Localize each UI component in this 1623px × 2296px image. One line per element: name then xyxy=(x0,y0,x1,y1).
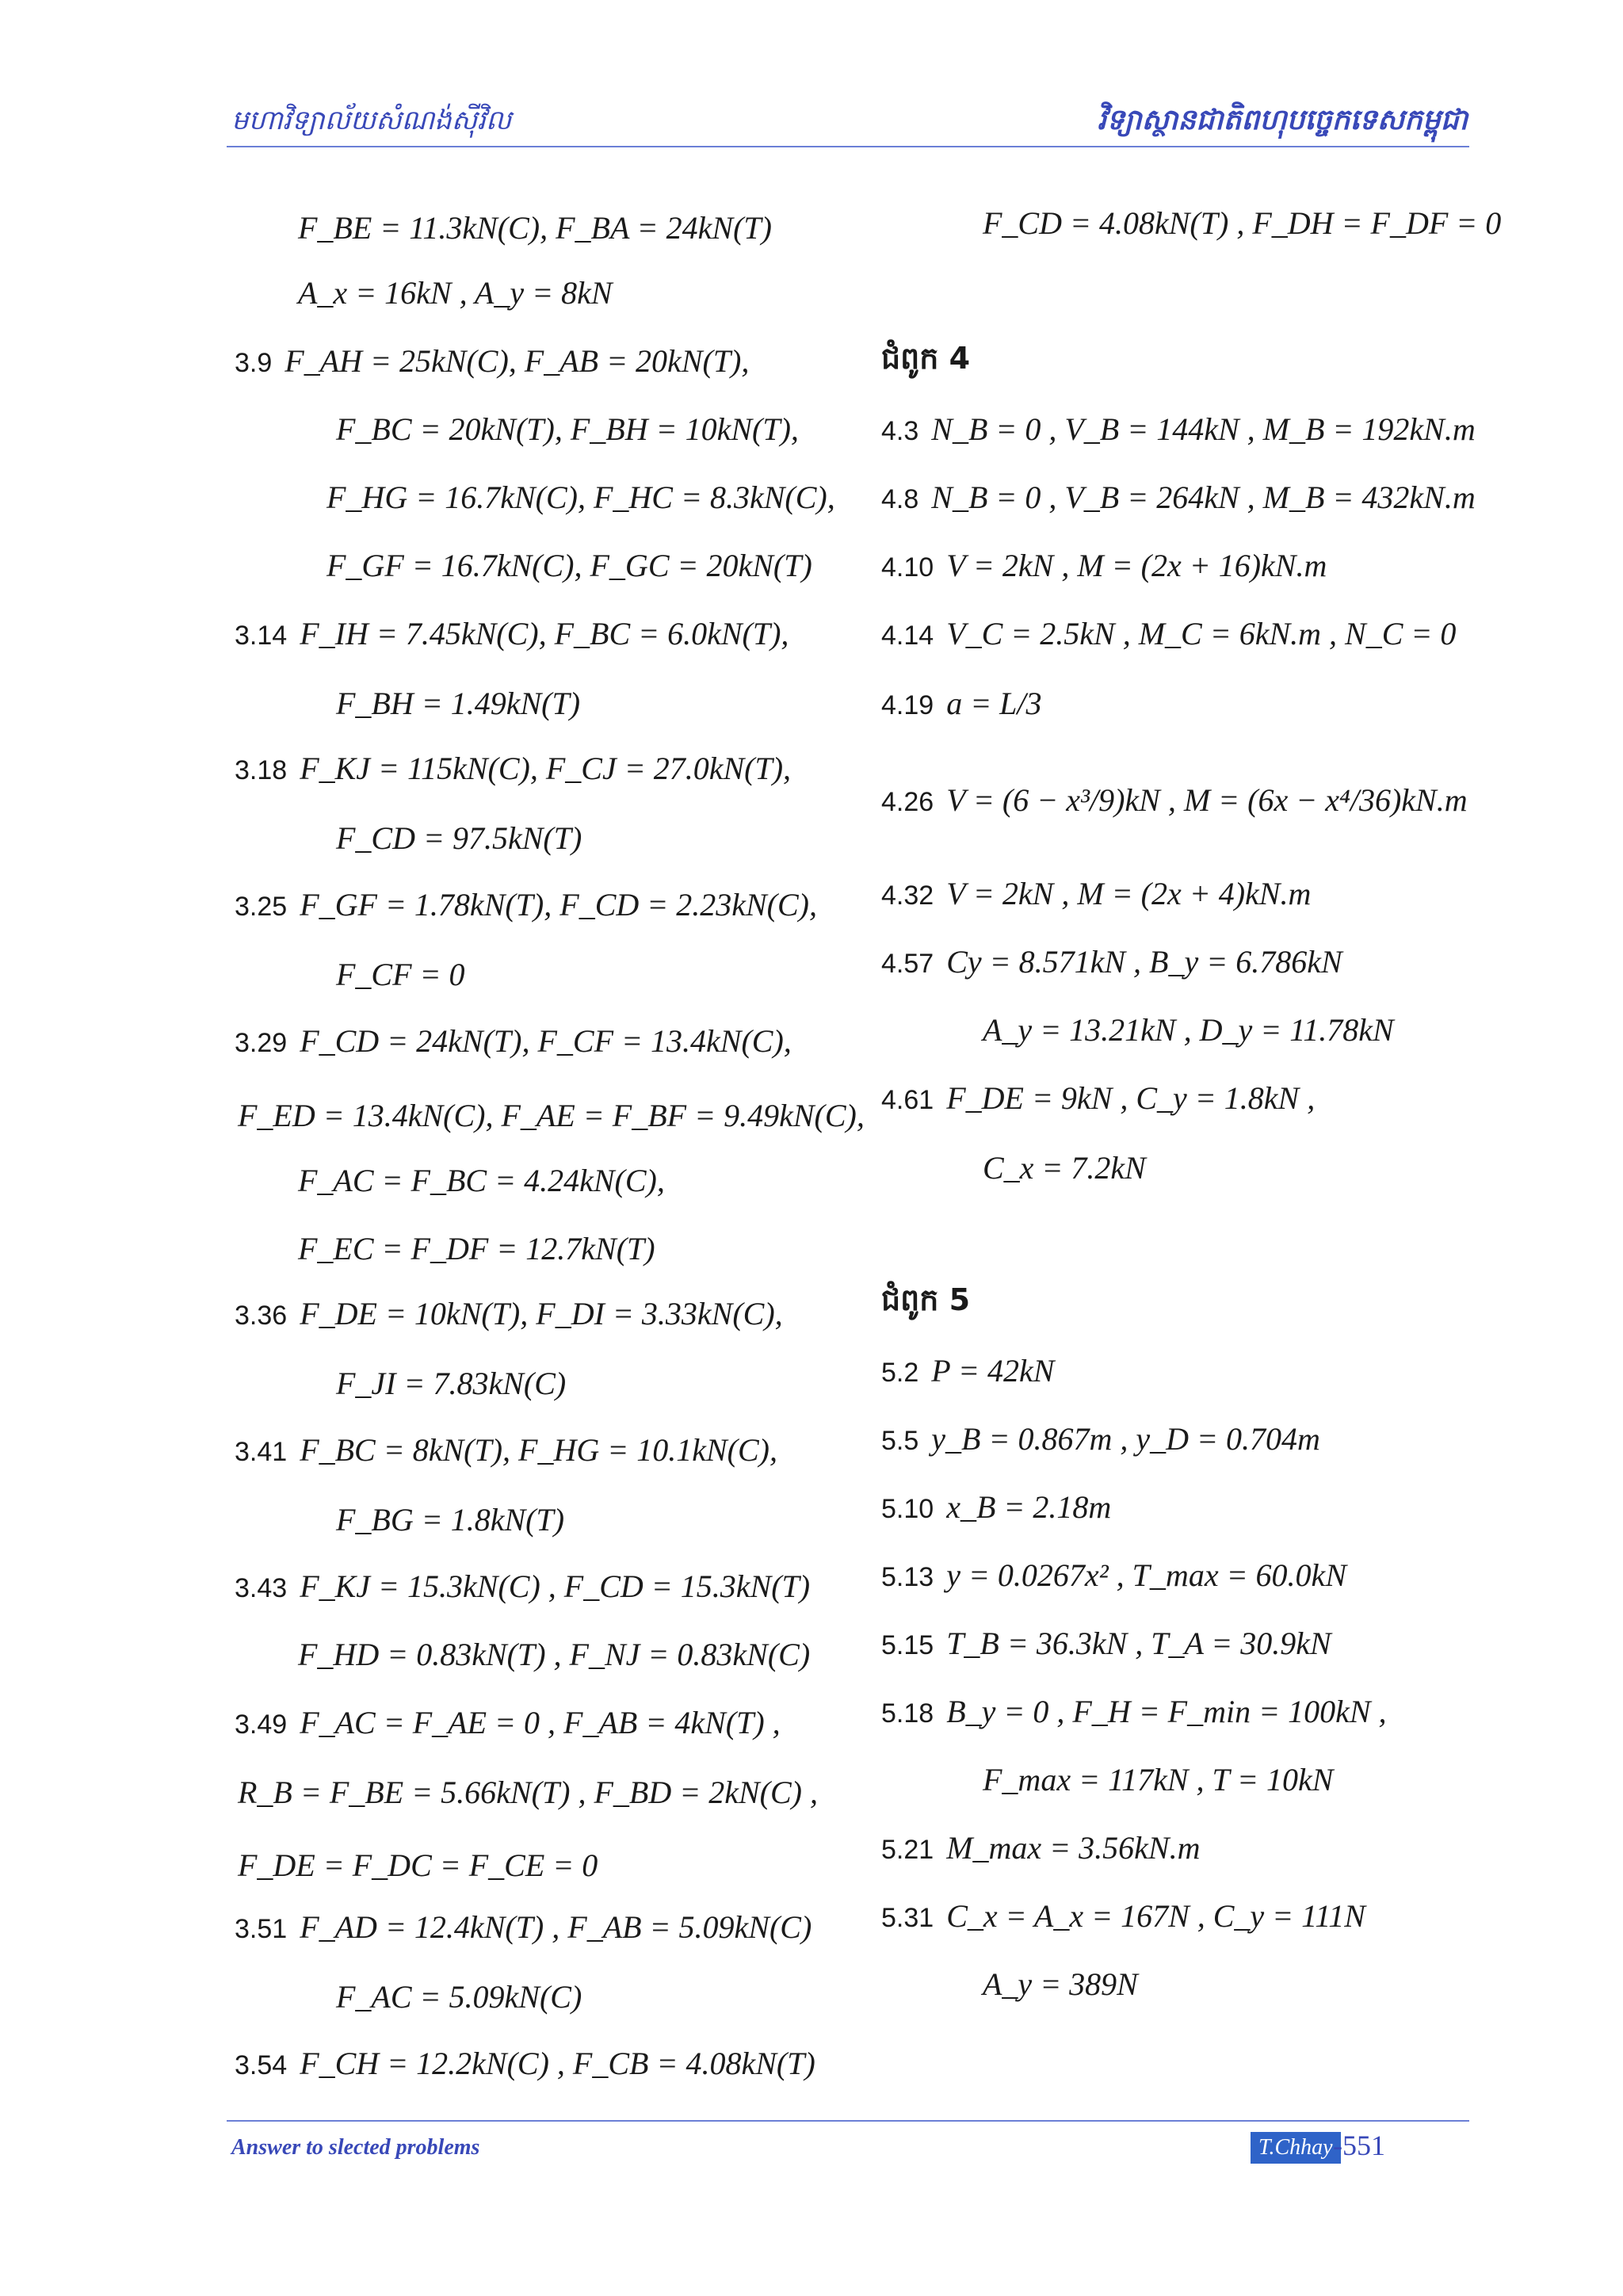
answer-line: R_B = F_BE = 5.66kN(T) , F_BD = 2kN(C) , xyxy=(238,1775,818,1810)
answer-line: 5.31 C_x = A_x = 167N , C_y = 111N xyxy=(881,1898,1365,1934)
answer-line: F_CD = 4.08kN(T) , F_DH = F_DF = 0 xyxy=(983,205,1502,241)
footer-title: Answer to slected problems xyxy=(231,2135,480,2160)
problem-number: 5.2 xyxy=(881,1358,919,1388)
answer-line: F_CF = 0 xyxy=(336,957,465,992)
answer-line: 3.41 F_BC = 8kN(T), F_HG = 10.1kN(C), xyxy=(235,1432,777,1468)
answer-line: F_AC = F_BC = 4.24kN(C), xyxy=(298,1163,665,1198)
answer-line: A_y = 13.21kN , D_y = 11.78kN xyxy=(983,1012,1394,1048)
answer-line: 3.9 F_AH = 25kN(C), F_AB = 20kN(T), xyxy=(235,343,750,379)
answer-line: F_BE = 11.3kN(C), F_BA = 24kN(T) xyxy=(298,210,772,246)
problem-number: 3.43 xyxy=(235,1573,288,1603)
problem-number: 5.18 xyxy=(881,1698,934,1729)
problem-number: 4.32 xyxy=(881,881,934,911)
answer-line: 4.61 F_DE = 9kN , C_y = 1.8kN , xyxy=(881,1080,1316,1116)
problem-number: 3.9 xyxy=(235,348,273,378)
answer-line: 4.10 V = 2kN , M = (2x + 16)kN.m xyxy=(881,548,1327,583)
answer-line: F_EC = F_DF = 12.7kN(T) xyxy=(298,1231,655,1266)
chapter-heading: ជំពូក 4 xyxy=(881,341,971,376)
problem-number: 4.26 xyxy=(881,787,934,817)
answer-line: 3.29 F_CD = 24kN(T), F_CF = 13.4kN(C), xyxy=(235,1023,792,1059)
header-rule xyxy=(227,146,1469,147)
answer-line: 3.51 F_AD = 12.4kN(T) , F_AB = 5.09kN(C) xyxy=(235,1909,812,1945)
answer-line: 3.18 F_KJ = 115kN(C), F_CJ = 27.0kN(T), xyxy=(235,751,792,786)
problem-number: 5.5 xyxy=(881,1426,919,1456)
header-left-text: មហាវិទ្យាល័យសំណង់ស៊ីវិល xyxy=(231,105,512,136)
problem-number: 4.8 xyxy=(881,484,919,514)
answer-line: 5.5 y_B = 0.867m , y_D = 0.704m xyxy=(881,1421,1320,1457)
answer-line: F_GF = 16.7kN(C), F_GC = 20kN(T) xyxy=(327,548,812,583)
problem-number: 4.57 xyxy=(881,949,934,979)
problem-number: 4.19 xyxy=(881,690,934,720)
problem-number: 3.51 xyxy=(235,1914,288,1944)
answer-line: F_CD = 97.5kN(T) xyxy=(336,820,582,856)
answer-line: 3.14 F_IH = 7.45kN(C), F_BC = 6.0kN(T), xyxy=(235,616,789,651)
answer-line: 4.32 V = 2kN , M = (2x + 4)kN.m xyxy=(881,876,1312,911)
problem-number: 5.21 xyxy=(881,1835,934,1865)
answer-line: 5.2 P = 42kN xyxy=(881,1353,1055,1389)
answer-line: F_BG = 1.8kN(T) xyxy=(336,1502,565,1538)
answer-line: 4.8 N_B = 0 , V_B = 264kN , M_B = 432kN.m xyxy=(881,479,1476,515)
answer-line: A_y = 389N xyxy=(983,1966,1138,2002)
header-right-text: វិទ្យាស្ថានជាតិពហុបច្ចេកទេសកម្ពុជា xyxy=(1097,104,1468,136)
problem-number: 4.3 xyxy=(881,416,919,446)
answer-line: 4.14 V_C = 2.5kN , M_C = 6kN.m , N_C = 0 xyxy=(881,616,1457,651)
answer-line: F_JI = 7.83kN(C) xyxy=(336,1366,567,1401)
answer-line: F_DE = F_DC = F_CE = 0 xyxy=(238,1847,598,1883)
problem-number: 5.15 xyxy=(881,1630,934,1660)
answer-line: 4.19 a = L/3 xyxy=(881,686,1042,721)
problem-number: 5.10 xyxy=(881,1494,934,1524)
answer-line: F_BC = 20kN(T), F_BH = 10kN(T), xyxy=(336,411,799,447)
problem-number: 3.41 xyxy=(235,1437,288,1467)
problem-number: 3.18 xyxy=(235,755,288,785)
answer-line: 5.21 M_max = 3.56kN.m xyxy=(881,1830,1201,1866)
problem-number: 5.31 xyxy=(881,1903,934,1933)
answer-line: F_ED = 13.4kN(C), F_AE = F_BF = 9.49kN(C), xyxy=(238,1098,865,1133)
answer-line: F_AC = 5.09kN(C) xyxy=(336,1979,582,2015)
answer-line: 5.13 y = 0.0267x² , T_max = 60.0kN xyxy=(881,1557,1346,1593)
problem-number: 3.29 xyxy=(235,1028,288,1058)
answer-line: 3.49 F_AC = F_AE = 0 , F_AB = 4kN(T) , xyxy=(235,1705,781,1740)
answer-line: F_HG = 16.7kN(C), F_HC = 8.3kN(C), xyxy=(327,479,835,515)
answer-line: A_x = 16kN , A_y = 8kN xyxy=(298,275,613,311)
author-badge: T.Chhay xyxy=(1251,2132,1341,2164)
problem-number: 4.14 xyxy=(881,621,934,651)
footer-rule xyxy=(227,2120,1469,2122)
answer-line: 4.57 Cy = 8.571kN , B_y = 6.786kN xyxy=(881,944,1342,980)
answer-line: 5.10 x_B = 2.18m xyxy=(881,1489,1112,1525)
answer-line: 5.15 T_B = 36.3kN , T_A = 30.9kN xyxy=(881,1626,1331,1661)
problem-number: 5.13 xyxy=(881,1562,934,1592)
problem-number: 3.25 xyxy=(235,892,288,922)
problem-number: 3.36 xyxy=(235,1301,288,1331)
answer-line: 3.54 F_CH = 12.2kN(C) , F_CB = 4.08kN(T) xyxy=(235,2046,815,2081)
page-number: -551 xyxy=(1333,2130,1385,2161)
problem-number: 4.10 xyxy=(881,552,934,583)
problem-number: 4.61 xyxy=(881,1085,934,1115)
answer-line: 4.3 N_B = 0 , V_B = 144kN , M_B = 192kN.m xyxy=(881,411,1476,447)
answer-line: F_BH = 1.49kN(T) xyxy=(336,686,581,721)
answer-line: F_HD = 0.83kN(T) , F_NJ = 0.83kN(C) xyxy=(298,1637,811,1672)
problem-number: 3.49 xyxy=(235,1710,288,1740)
answer-line: 3.43 F_KJ = 15.3kN(C) , F_CD = 15.3kN(T) xyxy=(235,1568,811,1604)
answer-line: 3.36 F_DE = 10kN(T), F_DI = 3.33kN(C), xyxy=(235,1296,783,1331)
answer-line: 5.18 B_y = 0 , F_H = F_min = 100kN , xyxy=(881,1694,1387,1729)
chapter-heading: ជំពូក 5 xyxy=(881,1282,971,1317)
problem-number: 3.54 xyxy=(235,2050,288,2080)
answer-line: F_max = 117kN , T = 10kN xyxy=(983,1762,1334,1797)
answer-line: C_x = 7.2kN xyxy=(983,1150,1146,1186)
problem-number: 3.14 xyxy=(235,621,288,651)
answer-line: 3.25 F_GF = 1.78kN(T), F_CD = 2.23kN(C), xyxy=(235,887,817,923)
answer-line: 4.26 V = (6 − x³/9)kN , M = (6x − x⁴/36)kN.m xyxy=(881,782,1468,818)
